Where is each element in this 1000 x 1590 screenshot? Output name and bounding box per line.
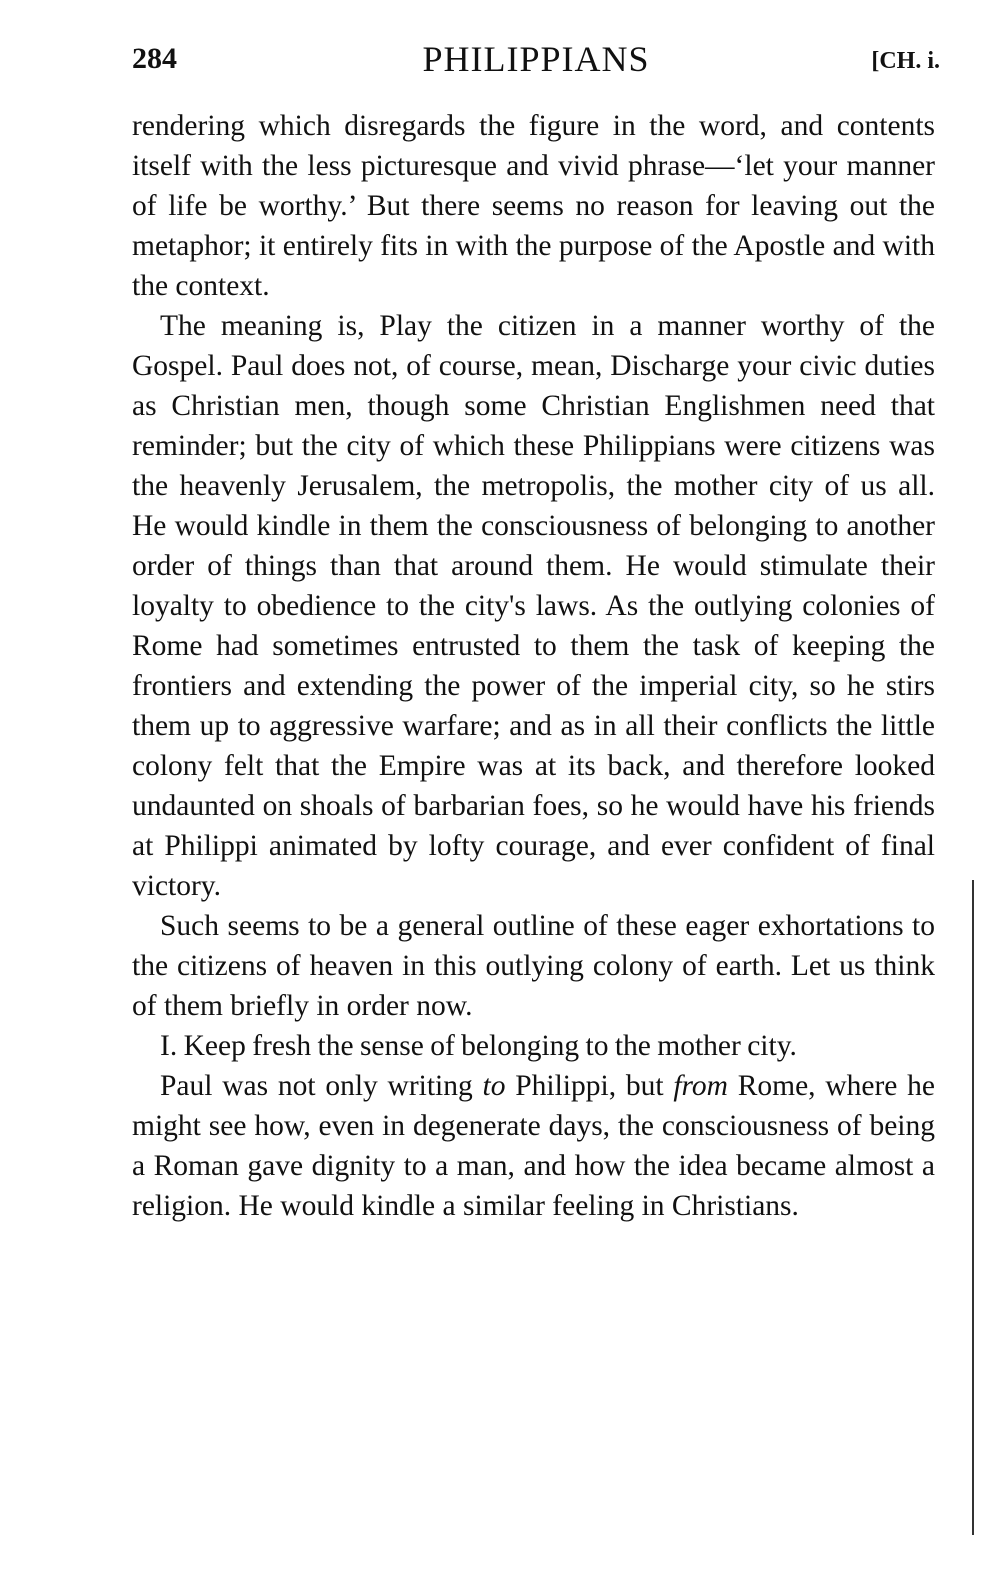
paragraph-meaning: The meaning is, Play the citizen in a manner worthy of the Gospel. Paul does not, of course, mean, Discharge your civic duties as Christian men, though some Christian Englishmen need that reminder; but the city of which these Philippians were citizens was the heavenly Jerusalem, the metropolis, the mother city of us all. He would kindle in them the consciousness of belonging to another order of things than that around them. He would stimulate their loyalty to obedience to the city's laws. As the outlying colonies of Rome had sometimes entrusted to them the task of keeping the frontiers and extending the power of the imperial city, so he stirs them up to aggressive warfare; and as in all their conflicts the little colony felt that the Empire was at its back, and therefore looked undaunted on shoals of barbarian foes, so he would have his friends at Philippi animated by lofty courage, and ever confident of final victory. <box>132 310 935 902</box>
body-text <box>132 106 935 1226</box>
scan-edge-rule <box>972 880 974 1535</box>
text-run: Philippi, but <box>505 1070 674 1102</box>
paragraph-outline: Such seems to be a general outline of these eager exhortations to the citizens of heaven in this outlying colony of earth. Let us think of them briefly in order now. <box>132 910 935 1022</box>
chapter-reference: [CH. i. <box>871 48 940 74</box>
text-run: Paul was not only writing <box>160 1070 483 1102</box>
running-title: PHILIPPIANS <box>422 39 650 79</box>
emphasis-from: from <box>673 1070 728 1102</box>
page-header <box>132 38 940 88</box>
paragraph-continuation: rendering which disregards the figure in the word, and contents itself with the less picturesque and vivid phrase—‘let your manner of life be worthy.’ But there seems no reason for leaving out the metaphor; it entirely fits in with the purpose of the Apostle and with the context. <box>132 110 935 302</box>
section-heading: I. Keep fresh the sense of belonging to the mother city. <box>160 1030 797 1062</box>
paragraph-rome <box>132 1066 935 1226</box>
page-number: 284 <box>132 42 177 75</box>
text-run: Rome, where he might see how, even in degenerate days, the consciousness of being a Roman gave dignity to a man, and how the idea became almost a religion. He would kindle a similar feeling in Christians. <box>132 1070 936 1222</box>
emphasis-to: to <box>482 1070 506 1102</box>
